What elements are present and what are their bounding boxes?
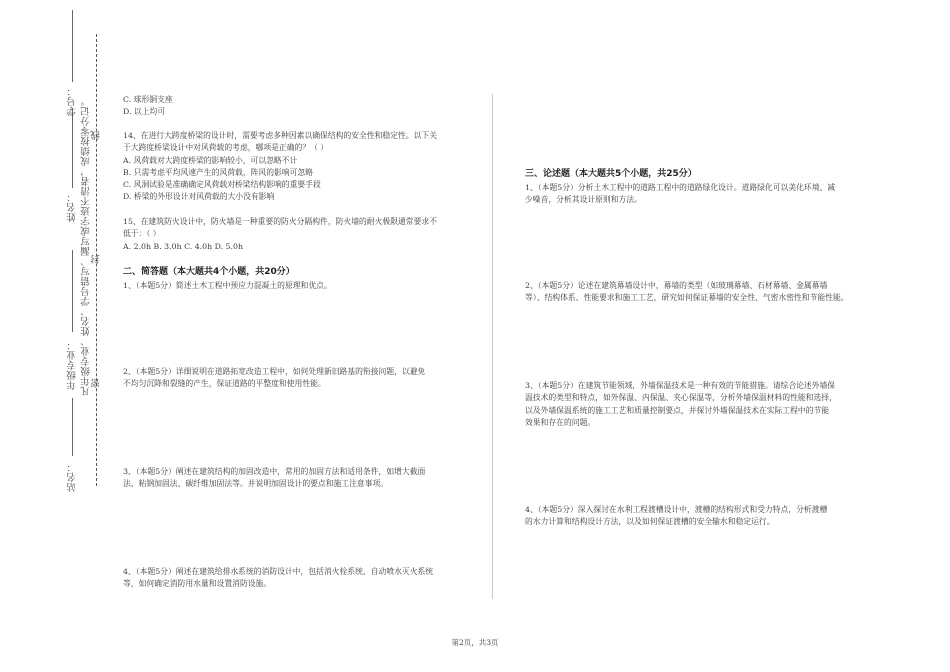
field-name-label: 姓名：: [67, 192, 78, 222]
essay-2-line2: 等）、结构体系、性能要求和施工工艺，研究如何保证幕墙的安全性、气密水密性和节能性能。: [525, 293, 849, 303]
essay-3-line4: 效果和存在的问题。: [525, 417, 596, 427]
field-grade-label: 年级专业：: [67, 340, 78, 390]
short-answer-2-line2: 不均匀沉降和裂缝的产生，保证道路的平整度和使用性能。: [123, 379, 326, 389]
column-divider: [492, 94, 493, 599]
field-name-line: [72, 108, 73, 188]
short-answer-1: [123, 280, 483, 292]
section-3-title: 三、论述题（本大题共5个小题，共25分）: [525, 169, 697, 179]
essay-4: [525, 504, 870, 529]
q14-option-c: C. 风洞试验是准确确定风荷载对桥梁结构影响的重要手段: [123, 180, 321, 190]
page-footer: 第2页，共3页: [451, 638, 499, 647]
essay-1: [525, 182, 870, 207]
seal-xian: 线: [91, 130, 102, 140]
short-answer-3-line1: 3、（本题5分）阐述在建筑结构的加固改造中，常用的加固方法和适用条件，如增大截面: [123, 467, 426, 476]
field-school-line: [72, 398, 73, 456]
q14-option-d: D. 桥梁的外形设计对风荷载的大小没有影响: [123, 192, 275, 202]
question-14: [123, 130, 483, 204]
essay-3: [525, 380, 870, 429]
q14-stem-line1: 14、在进行大跨度桥梁的设计时，需要考虑多种因素以确保结构的安全性和稳定性。以下关: [123, 131, 437, 140]
left-column: [123, 94, 483, 594]
right-column: [525, 94, 870, 594]
short-answer-3-line2: 法、粘钢加固法、碳纤维加固法等。并说明加固设计的要点和施工注意事项。: [123, 479, 389, 489]
short-answer-2-line1: 2、（本题5分）详细说明在道路拓宽改造工程中，如何处理新旧路基的衔接问题，以避免: [123, 367, 426, 376]
seal-feng: 封: [91, 254, 102, 264]
binding-margin: [0, 0, 110, 672]
q15-stem-line2: 低于：（ ）: [123, 229, 161, 239]
field-grade-line: [72, 250, 73, 332]
q13-option-d: D. 以上均可: [123, 107, 166, 117]
short-answer-3: [123, 466, 483, 491]
essay-2-line1: 2、（本题5分）论述在建筑幕墙设计中，幕墙的类型（如玻璃幕墙、石材幕墙、金属幕墙: [525, 281, 828, 290]
short-answer-4: [123, 566, 483, 591]
essay-1-line2: 少噪音，分析其设计原则和方法。: [525, 195, 642, 205]
essay-3-line2: 温技术的类型和特点，如外保温、内保温、夹心保温等，分析外墙保温材料的性能和选择，: [525, 393, 837, 403]
seal-mi: 密: [91, 378, 102, 388]
q15-options: A. 2.0h B. 3.0h C. 4.0h D. 5.0h: [123, 241, 243, 251]
essay-1-line1: 1、（本题5分）分析土木工程中的道路工程中的道路绿化设计。道路绿化可以美化环境、减: [525, 183, 836, 192]
short-answer-4-line1: 4、（本题5分）阐述在建筑给排水系统的消防设计中，包括消火栓系统、自动喷水灭火系统: [123, 567, 434, 576]
essay-4-line1: 4、（本题5分）深入探讨在水利工程渡槽设计中，渡槽的结构形式和受力特点，分析渡槽: [525, 505, 828, 514]
short-answer-1-line1: 1、（本题5分）简述土木工程中预应力混凝土的原理和优点。: [123, 281, 332, 290]
essay-2: [525, 280, 870, 305]
essay-3-line3: 以及外墙保温系统的施工工艺和质量控制要点，并探讨外墙保温技术在实际工程中的节能: [525, 405, 830, 415]
field-school-label: 站名：: [67, 462, 78, 492]
q15-stem-line1: 15、在建筑防火设计中，防火墙是一种重要的防火分隔构件，防火墙的耐火极限通常要求不: [123, 217, 437, 226]
essay-4-line2: 的水力计算和结构设计方法，以及如何保证渡槽的安全输水和稳定运行。: [525, 517, 775, 527]
q14-stem-line2: 于大跨度桥梁设计中对风荷载的考虑，哪项是正确的？（ ）: [123, 143, 329, 153]
field-id-line: [72, 10, 73, 82]
essay-3-line1: 3、（本题5分）在建筑节能领域，外墙保温技术是一种有效的节能措施。请综合论述外墙保: [525, 381, 836, 390]
q14-option-a: A. 风荷载对大跨度桥梁的影响较小，可以忽略不计: [123, 155, 298, 165]
q14-option-b: B. 只需考虑平均风速产生的风荷载，阵风的影响可忽略: [123, 167, 314, 177]
section-2-title: 二、简答题（本大题共4个小题，共20分）: [123, 267, 295, 277]
q13-options: [123, 94, 483, 119]
binding-instruction: 凡年级专业、姓名、学号错写、漏写或字迹不清者，成绩按零分记。: [81, 96, 92, 396]
question-15: [123, 216, 483, 253]
q13-option-c: C. 球形铜支座: [123, 95, 173, 104]
short-answer-4-line2: 等，如何确定消防用水量和设置消防设施。: [123, 579, 272, 589]
field-id-label: 学号：: [67, 86, 78, 116]
short-answer-2: [123, 366, 483, 391]
